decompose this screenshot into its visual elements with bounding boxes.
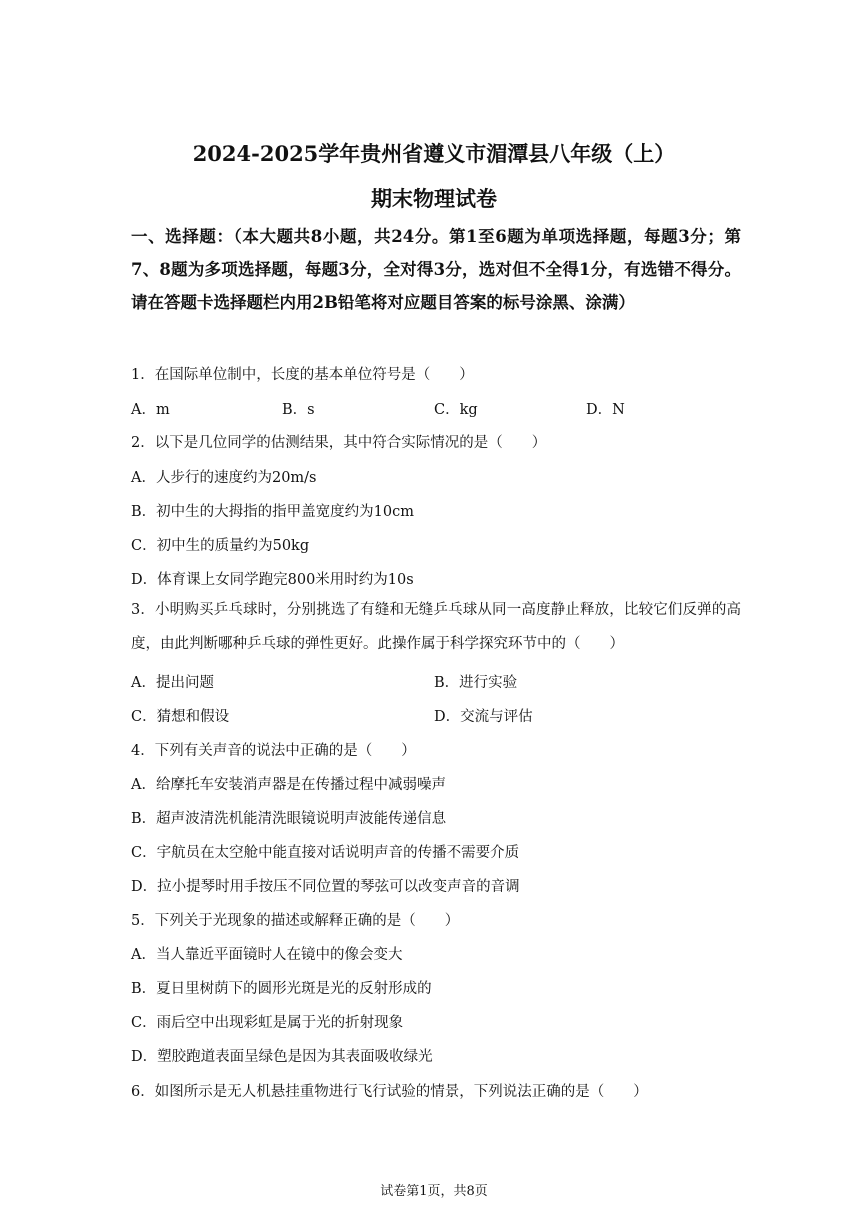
exam-title-line1: 2024-2025学年贵州省遵义市湄潭县八年级（上） — [192, 141, 676, 166]
question-2-option-b: B．初中生的大拇指的指甲盖宽度约为10cm — [131, 504, 414, 520]
question-4-option-d: D．拉小提琴时用手按压不同位置的琴弦可以改变声音的音调 — [131, 879, 520, 895]
question-3-option-b: B．进行实验 — [434, 675, 518, 691]
question-4-option-c: C．宇航员在太空舱中能直接对话说明声音的传播不需要介质 — [131, 845, 520, 861]
question-4-stem: 4．下列有关声音的说法中正确的是（ ） — [131, 743, 416, 759]
question-3-option-a: A．提出问题 — [131, 675, 214, 691]
question-5-option-b: B．夏日里树荫下的圆形光斑是光的反射形成的 — [131, 981, 432, 997]
question-2-stem: 2．以下是几位同学的估测结果，其中符合实际情况的是（ ） — [131, 435, 547, 451]
question-5-option-d: D．塑胶跑道表面呈绿色是因为其表面吸收绿光 — [131, 1049, 433, 1065]
question-2-option-c: C．初中生的质量约为50kg — [131, 538, 310, 554]
question-3-stem: 3．小明购买乒乓球时，分别挑选了有缝和无缝乒乓球从同一高度静止释放，比较它们反弹的高度，由此判断哪种乒乓球的弹性更好。此操作属于科学探究环节中的（ ） — [131, 602, 741, 652]
question-4-option-a: A．给摩托车安装消声器是在传播过程中减弱噪声 — [131, 777, 446, 793]
section-header: 一、选择题：（本大题共8小题，共24分。第1至6题为单项选择题，每题3分；第7、8题为多项选择题，每题3分，全对得3分，选对但不全得1分，有选错不得分。请在答题卡选择题栏内用2B铅笔将对应题目答案的标号涂黑、涂满） — [131, 227, 741, 312]
page-footer: 试卷第1页，共8页 — [380, 1184, 488, 1199]
question-3-option-d: D．交流与评估 — [434, 709, 533, 725]
question-5-option-a: A．当人靠近平面镜时人在镜中的像会变大 — [131, 947, 403, 963]
question-1-option-d: D．N — [586, 402, 625, 418]
question-1-option-b: B．s — [282, 402, 315, 418]
question-5-option-c: C．雨后空中出现彩虹是属于光的折射现象 — [131, 1015, 404, 1031]
question-5-stem: 5．下列关于光现象的描述或解释正确的是（ ） — [131, 913, 460, 929]
question-3-option-c: C．猜想和假设 — [131, 709, 230, 725]
question-1-option-c: C．kg — [434, 402, 478, 418]
question-2-option-a: A．人步行的速度约为20m/s — [131, 470, 317, 486]
question-1-stem: 1．在国际单位制中，长度的基本单位符号是（ ） — [131, 367, 474, 383]
question-2-option-d: D．体育课上女同学跑完800米用时约为10s — [131, 572, 414, 588]
question-4-option-b: B．超声波清洗机能清洗眼镜说明声波能传递信息 — [131, 811, 447, 827]
question-6-stem: 6．如图所示是无人机悬挂重物进行飞行试验的情景，下列说法正确的是（ ） — [131, 1084, 648, 1100]
exam-title-line2: 期末物理试卷 — [371, 186, 497, 211]
question-1-option-a: A．m — [131, 402, 170, 418]
